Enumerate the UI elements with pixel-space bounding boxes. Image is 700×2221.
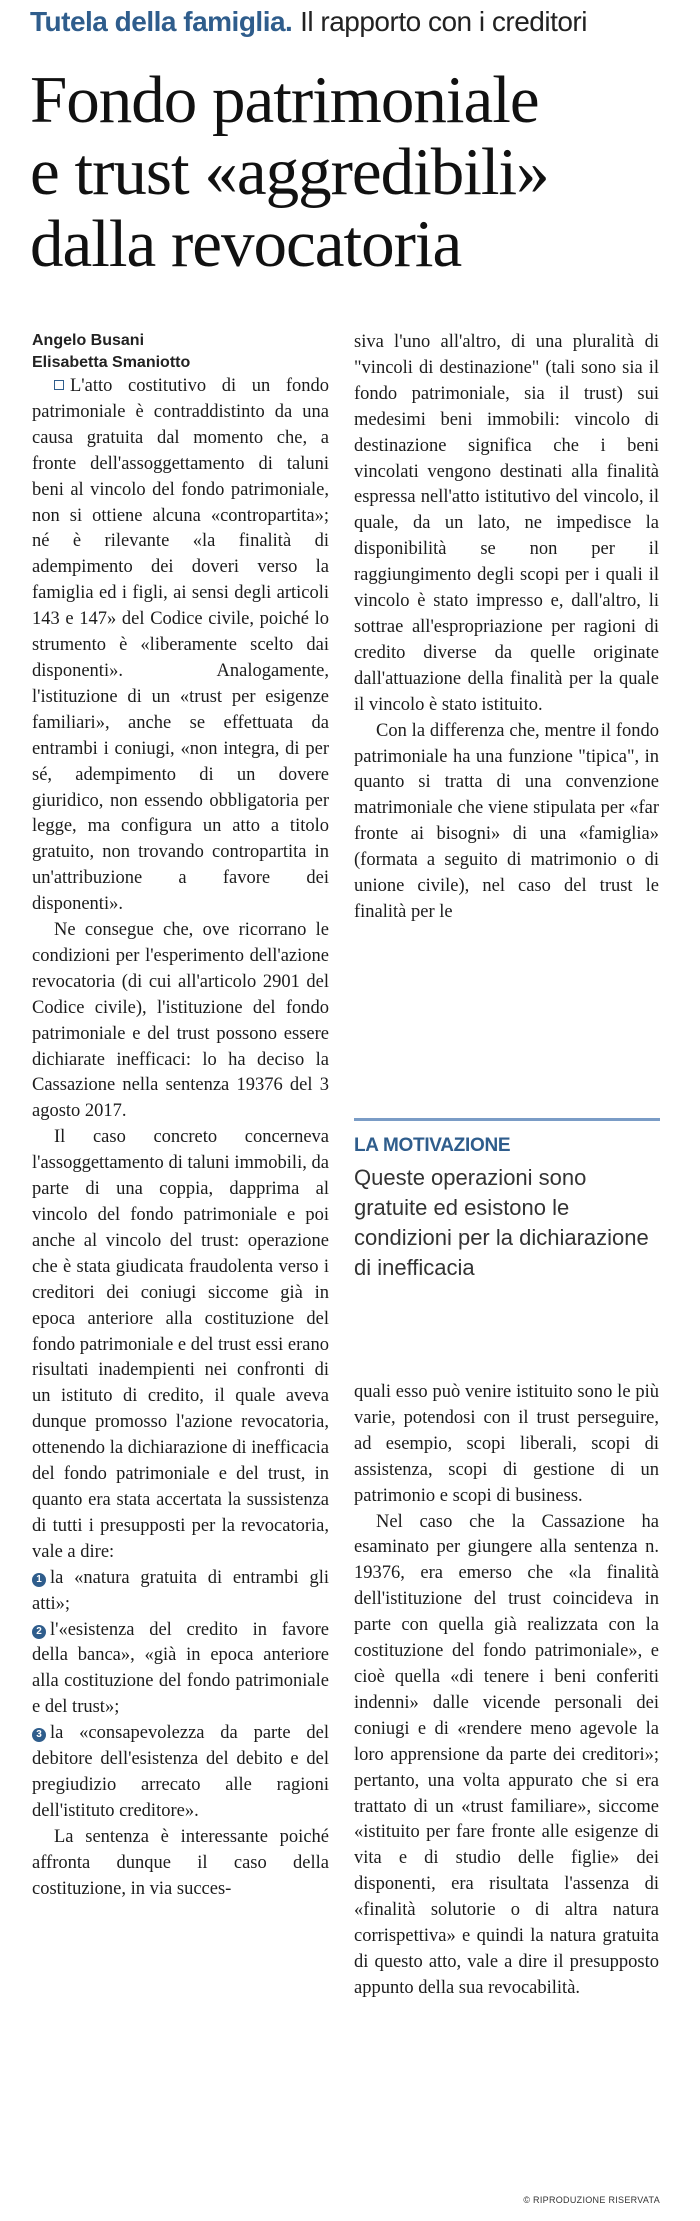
lead-square-icon — [54, 380, 64, 390]
bullet-item-2-text: l'«esistenza del credito in favore della banca», «già in epoca anteriore alla costituzione del fondo patrimoniale e del trust»; — [32, 1619, 329, 1718]
copyright-notice: © RIPRODUZIONE RISERVATA — [523, 2195, 660, 2205]
bullet-number-1-icon: 1 — [32, 1573, 46, 1587]
author-1: Angelo Busani — [32, 332, 145, 349]
paragraph-6: Con la differenza che, mentre il fondo patrimoniale ha una funzione "tipica", in quanto si tratta di una convenzione matrimoniale che viene stipulata per «far fronte ai bisogni» di una «famiglia» (formata a seguito di matrimonio o di unione civile), nel caso del trust le finalità per le — [354, 720, 659, 922]
bullet-number-2-icon: 2 — [32, 1625, 46, 1639]
motivation-text: Queste operazioni sono gratuite ed esistono le condizioni per la dichiarazione di inefficacia — [354, 1165, 649, 1280]
paragraph-8: Nel caso che la Cassazione ha esaminato per giungere alla sentenza n. 19376, era emerso che «la finalità dell'istituzione del trust coincideva in parte con quella già realizzata con la costituzione del fondo patrimoniale», e cioè quella «di tenere i beni conferiti indenni» dalle vicende personali dei coniugi e di «rendere meno agevole la loro apprensione da parte dei creditori»; pertanto, una volta appurato che si era trattato di un «trust familiare», siccome «istituito per fare fronte alle esigenze di vita e di studio delle figlie» dei disponenti, era risultata l'assenza di «finalità solutorie o di altra natura corrispettiva» e quindi la natura gratuita di questo atto, vale a dire il presupposto appunto della sua revocabilità. — [354, 1511, 659, 1998]
paragraph-2: Ne consegue che, ove ricorrano le condizioni per l'esperimento dell'azione revocatoria (di cui all'articolo 2901 del Codice civile), l'istituzione del fondo patrimoniale e del trust possono essere dichiarate inefficaci: lo ha deciso la Cassazione nella sentenza 19376 del 3 agosto 2017. — [32, 920, 329, 1122]
kicker-topic: Il rapporto con i creditori — [300, 6, 587, 37]
byline — [32, 330, 322, 374]
author-2: Elisabetta Smaniotto — [32, 354, 191, 371]
headline-line-3: dalla revocatoria — [30, 207, 462, 281]
headline-line-2: e trust «aggredibili» — [30, 135, 549, 209]
motivation-heading: LA MOTIVAZIONE — [354, 1135, 511, 1156]
headline-line-1: Fondo patrimoniale — [30, 63, 539, 137]
motivation-box — [354, 1118, 660, 1366]
bullet-item-1 — [32, 1566, 329, 1618]
paragraph-3: Il caso concreto concerneva l'assoggettamento di taluni immobili, da parte di una coppia, dapprima al vincolo del fondo patrimoniale e poi anche al vincolo del trust: operazione che è stata giudicata fraudolenta verso i creditori dei coniugi siccome già in epoca anteriore alla costituzione del fondo patrimoniale e del trust essi erano risultati inadempienti nei confronti di un istituto di credito, il quale aveva dunque promosso l'azione revocatoria, ottenendo la dichiarazione di inefficacia del fondo patrimoniale e del trust, in quanto era stata accertata la sussistenza di tutti i presupposti per la revocatoria, vale a dire: — [32, 1127, 329, 1562]
kicker — [30, 6, 680, 44]
bullet-item-2 — [32, 1618, 329, 1722]
headline — [30, 64, 680, 280]
article-column-2-continued — [354, 1380, 659, 2002]
paragraph-1-text: L'atto costitutivo di un fondo patrimoniale è contraddistinto da una causa gratuita dal momento che, a fronte dell'assoggettamento di taluni beni al vincolo del fondo patrimoniale, non si ottiene alcuna «contropartita»; né è rilevante «la finalità di adempimento dei doveri verso la famiglia ed i figli, ai sensi degli articoli 143 e 147» del Codice civile, poiché lo strumento è «liberamente scelto dai disponenti». Analogamente, l'istituzione di un «trust per esigenze familiari», anche se effettuata da entrambi i coniugi, «non integra, di per sé, adempimento di un dovere giuridico, non essendo obbligatoria per legge, ma configura un atto a titolo gratuito, non trovando contropartita in un'attribuzione a favore dei disponenti». — [32, 376, 329, 915]
paragraph-7: quali esso può venire istituito sono le più varie, potendosi con il trust perseguire, ad esempio, scopi liberali, scopi di assistenza, scopi di gestione di un patrimonio e scopi di business. — [354, 1382, 659, 1506]
bullet-item-1-text: la «natura gratuita di entrambi gli atti»; — [32, 1567, 329, 1614]
paragraph-1 — [32, 374, 329, 918]
bullet-item-3 — [32, 1721, 329, 1825]
kicker-section: Tutela della famiglia. — [30, 6, 293, 37]
paragraph-5: siva l'uno all'altro, di una pluralità di "vincoli di destinazione" (tali sono sia il fondo patrimoniale, sia il trust) sui medesimi beni immobili: vincolo di destinazione significa che i beni vincolati vengono destinati alla finalità espressa nell'atto istitutivo del vincolo, il quale, da un lato, ne impedisce la disponibilità se non per il raggiungimento degli scopi per i quali il vincolo è stato impresso e, dall'altro, li sottrae all'espropriazione per ragioni di credito diverse da quelle originate dall'attuazione della finalità per la quale il vincolo è stato istituito. — [354, 332, 659, 715]
bullet-item-3-text: la «consapevolezza da parte del debitore dell'esistenza del debito e del pregiudizio arrecato alle ragioni dell'istituto creditore». — [32, 1723, 329, 1821]
paragraph-4: La sentenza è interessante poiché affronta dunque il caso della costituzione, in via succes- — [32, 1826, 329, 1899]
bullet-number-3-icon: 3 — [32, 1728, 46, 1742]
article-column-2 — [354, 330, 659, 926]
article-column-1 — [32, 374, 329, 1902]
